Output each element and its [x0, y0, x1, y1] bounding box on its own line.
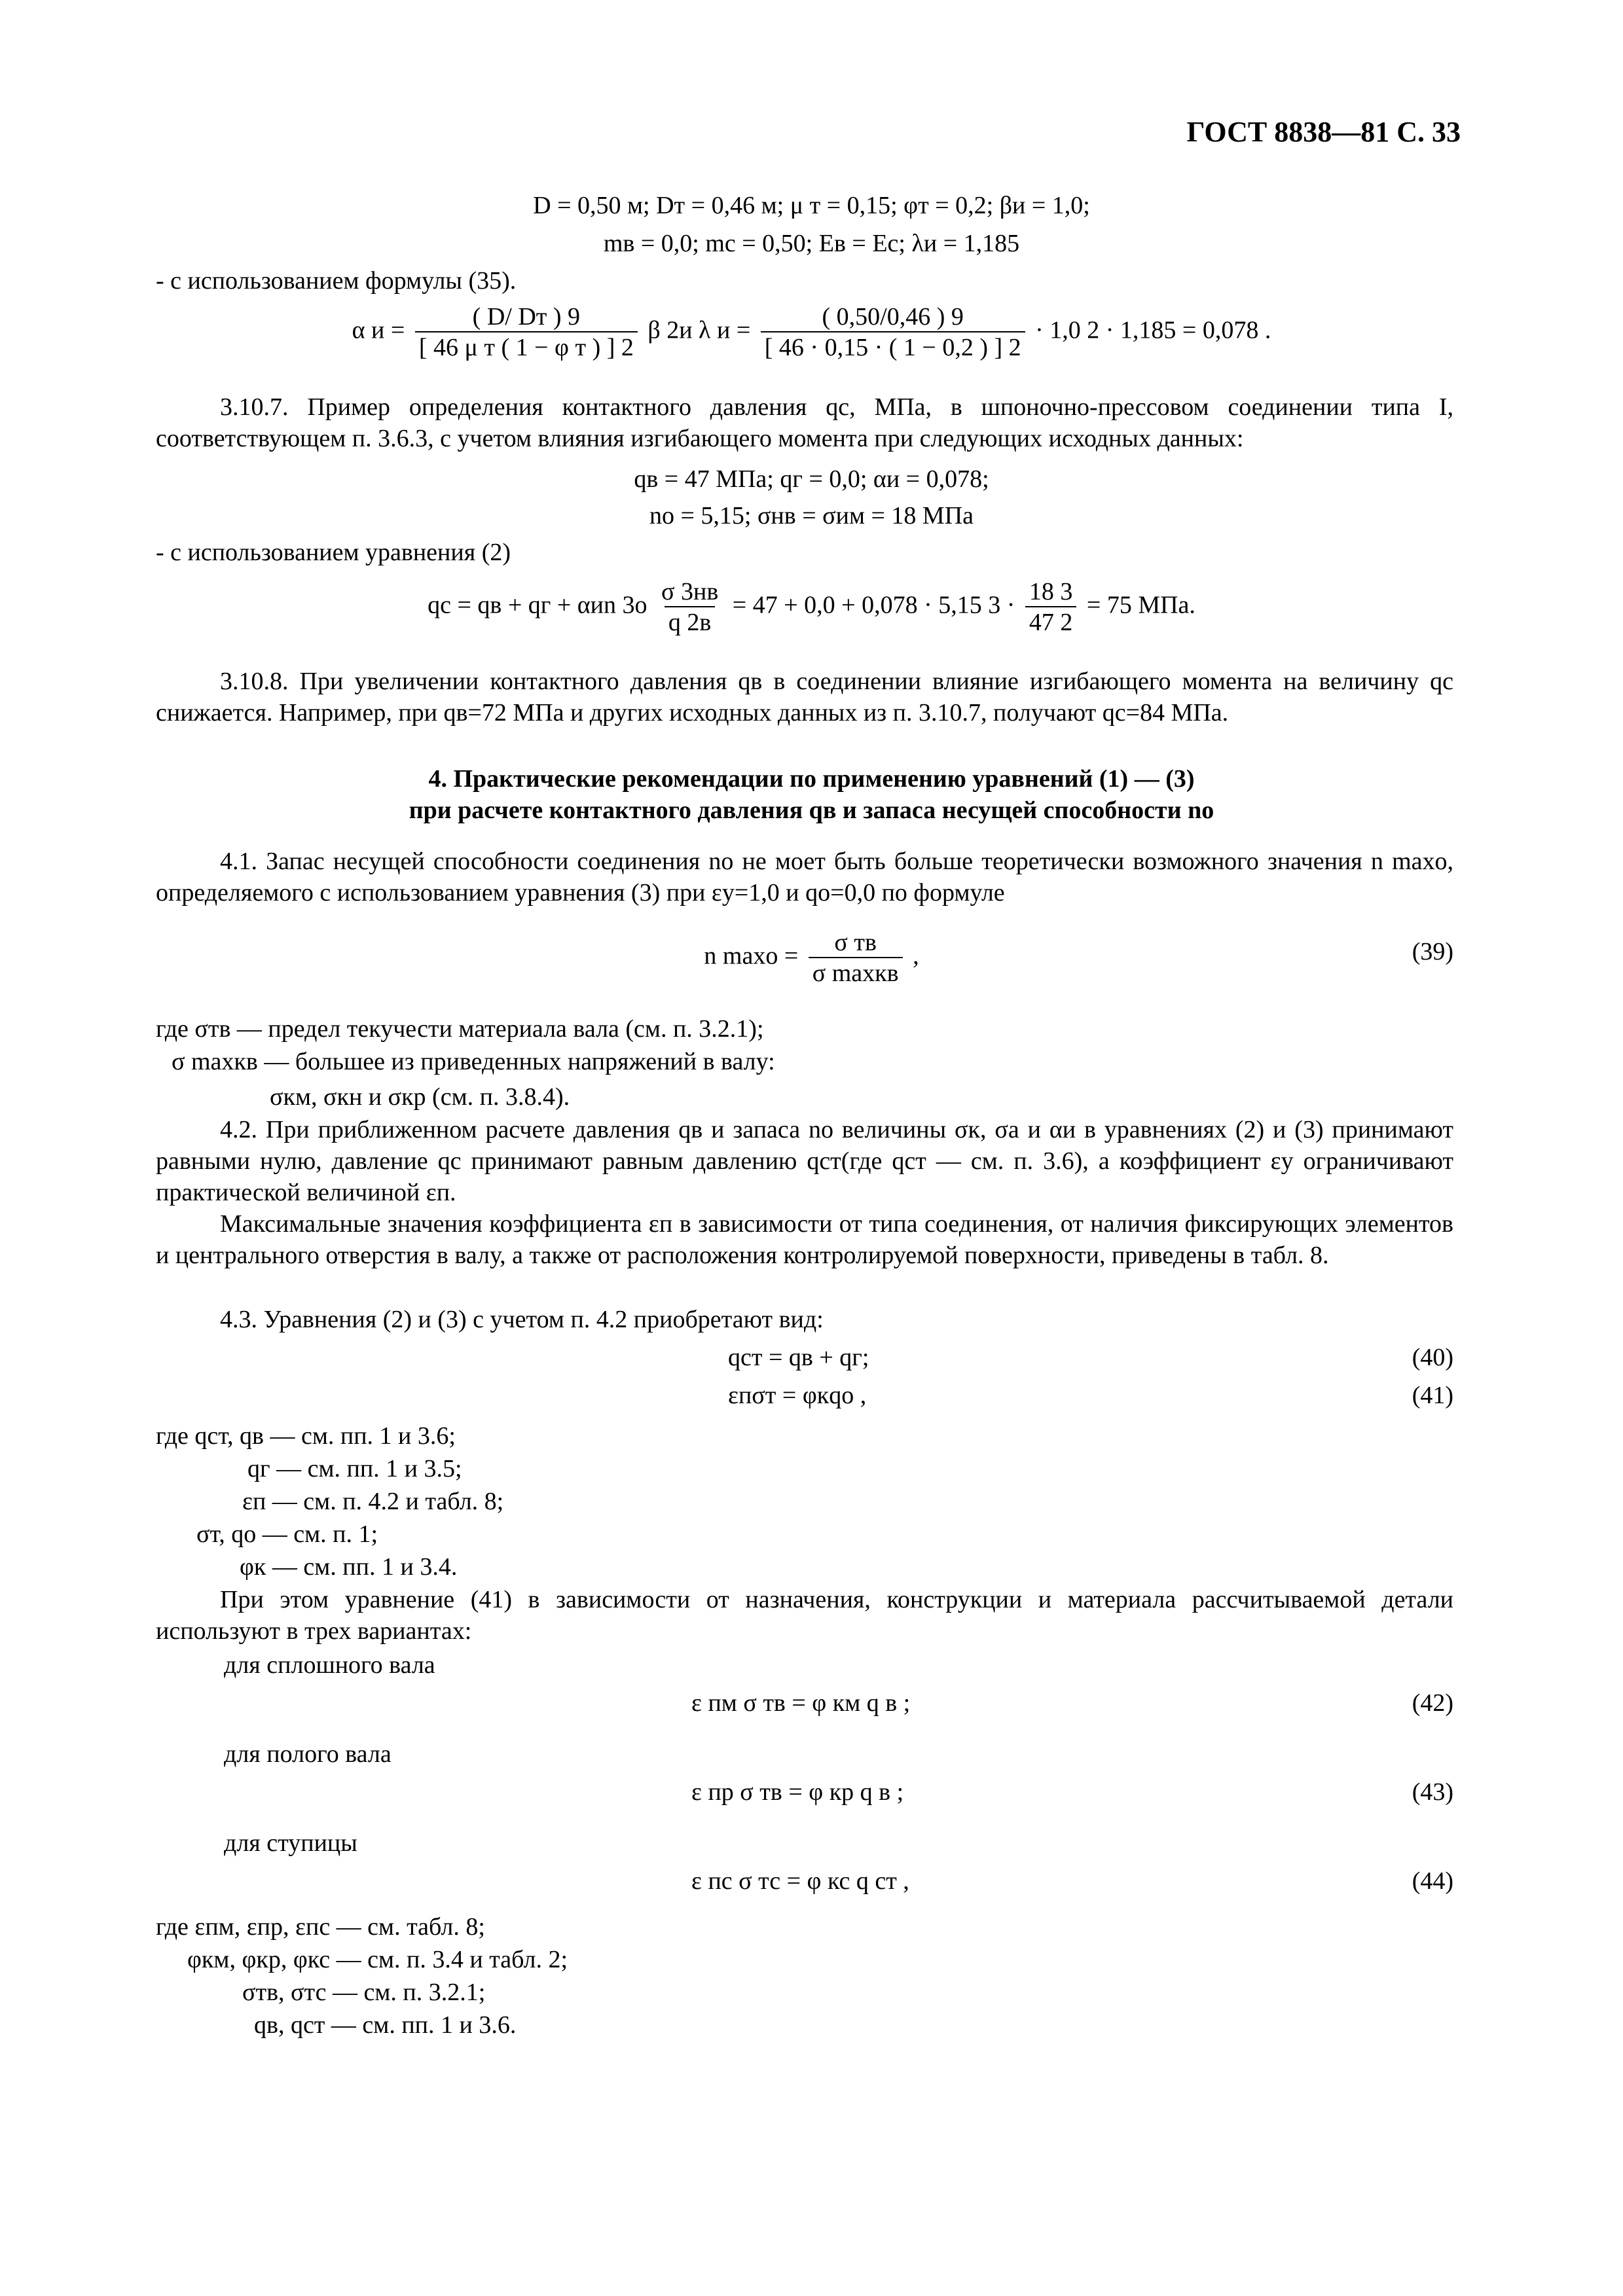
where-line-2: φкм, φкр, φкс — см. п. 3.4 и табл. 2; [187, 1946, 568, 1973]
formula-intro: - с использованием уравнения (2) [156, 539, 511, 566]
formula-tail: = 75 МПа. [1086, 591, 1195, 619]
equation-41: εпσт = φкqо , [728, 1382, 867, 1409]
denominator: [ 46 · 0,15 · ( 1 − 0,2 ) ] 2 [761, 331, 1025, 363]
where-line-3: σтв, σтс — см. п. 3.2.1; [242, 1979, 486, 2006]
paragraph-4-3: 4.3. Уравнения (2) и (3) с учетом п. 4.2 приобретают вид: [220, 1306, 824, 1333]
formula-middle: = 47 + 0,0 + 0,078 · 5,15 3 · [732, 591, 1015, 619]
equation-number: (40) [1412, 1344, 1453, 1371]
input-data-line-1: D = 0,50 м; Dт = 0,46 м; μ т = 0,15; φт = 0,2; βи = 1,0; [533, 192, 1090, 219]
formula-middle: β 2и λ и = [647, 316, 751, 344]
formula-alpha [0, 302, 1623, 363]
where-line-1: где σтв — предел текучести материала вала (см. п. 3.2.1); [156, 1015, 764, 1043]
input-data-line-2: mв = 0,0; mс = 0,50; Eв = Eс; λи = 1,185 [603, 230, 1020, 257]
formula-39 [0, 928, 1623, 988]
paragraph-3-10-7: 3.10.7. Пример определения контактного давления qс, МПа, в шпоночно-прессовом соединении типа I, соответствующем п. 3.6.3, с учетом влияния изгибающего момента при следующих исходных данных: [156, 393, 1453, 452]
where-line-3: σкм, σкн и σкр (см. п. 3.8.4). [270, 1083, 570, 1111]
equation-number: (41) [1412, 1382, 1453, 1409]
numerator: σ тв [834, 929, 877, 956]
denominator: q 2в [665, 606, 715, 637]
formula-tail: , [913, 942, 919, 970]
numerator: σ 3нв [661, 578, 719, 605]
numerator: 18 3 [1029, 578, 1073, 605]
equation-number: (43) [1412, 1778, 1453, 1806]
paragraph-4-2-b: Максимальные значения коэффициента εп в зависимости от типа соединения, от наличия фиксирующих элементов и центрального отверстия в валу, а также от расположения контролируемой поверхности, приведены в табл. 8. [156, 1210, 1453, 1269]
where-line-2: qг — см. пп. 1 и 3.5; [247, 1455, 462, 1482]
input-data-line-1: qв = 47 МПа; qг = 0,0; αи = 0,078; [634, 465, 989, 493]
equation-number: (42) [1412, 1689, 1453, 1717]
equation-43: ε пр σ тв = φ кр q в ; [691, 1778, 904, 1806]
where-line-1: где εпм, εпр, εпс — см. табл. 8; [156, 1913, 485, 1941]
formula-lhs: qс = qв + qг + αиn 3о [428, 591, 647, 619]
variant-label-2: для полого вала [224, 1740, 392, 1768]
variant-label-3: для ступицы [224, 1829, 357, 1857]
paragraph-4-3-b: При этом уравнение (41) в зависимости от назначения, конструкции и материала рассчитываемой детали используют в трех вариантах: [156, 1586, 1453, 1645]
where-line-4: σт, qо — см. п. 1; [196, 1520, 378, 1548]
fraction [657, 577, 722, 637]
equation-42: ε пм σ тв = φ км q в ; [691, 1689, 911, 1717]
paragraph-4-2: 4.2. При приближенном расчете давления qв и запаса nо величины σк, σа и αи в уравнениях (2) и (3) принимают равными нулю, давление qс принимают равным давлению qст(где qст — см. п. 3.6), а коэффициент εу ограничивают практической величиной εп. [156, 1116, 1453, 1206]
denominator: [ 46 μ т ( 1 − φ т ) ] 2 [415, 331, 638, 363]
formula-intro: - с использованием формулы (35). [156, 267, 517, 295]
section-title-line-2: при расчете контактного давления qв и запаса несущей способности nо [409, 797, 1214, 824]
page-header: ГОСТ 8838—81 С. 33 [1186, 116, 1461, 148]
equation-40: qст = qв + qг; [728, 1344, 869, 1371]
numerator: ( 0,50/0,46 ) 9 [822, 303, 964, 331]
formula-lhs: n maxо = [704, 942, 799, 970]
where-line-3: εп — см. п. 4.2 и табл. 8; [242, 1488, 504, 1515]
where-line-5: φк — см. пп. 1 и 3.4. [240, 1553, 458, 1581]
fraction [809, 928, 903, 988]
input-data-line-2: nо = 5,15; σнв = σим = 18 МПа [649, 502, 974, 529]
equation-number: (39) [1412, 938, 1453, 965]
where-line-2: σ maxкв — большее из приведенных напряжений в валу: [172, 1048, 775, 1075]
denominator: 47 2 [1025, 606, 1077, 637]
where-line-1: где qст, qв — см. пп. 1 и 3.6; [156, 1422, 456, 1450]
fraction [1025, 577, 1077, 637]
formula-tail: · 1,0 2 · 1,185 = 0,078 . [1035, 316, 1271, 344]
denominator: σ maxкв [809, 957, 903, 988]
formula-qc [0, 577, 1623, 637]
equation-number: (44) [1412, 1867, 1453, 1895]
fraction [415, 302, 638, 363]
numerator: ( D/ Dт ) 9 [472, 303, 581, 331]
section-title-line-1: 4. Практические рекомендации по применению уравнений (1) — (3) [428, 765, 1195, 793]
where-line-4: qв, qст — см. пп. 1 и 3.6. [254, 2011, 517, 2039]
paragraph-3-10-8: 3.10.8. При увеличении контактного давления qв в соединении влияние изгибающего момента на величину qс снижается. Например, при qв=72 МПа и других исходных данных из п. 3.10.7, получают qс=84 МПа. [156, 668, 1453, 726]
equation-44: ε пс σ тс = φ кс q ст , [691, 1867, 909, 1895]
formula-lhs: α и = [352, 316, 405, 344]
variant-label-1: для сплошного вала [224, 1651, 435, 1679]
fraction [761, 302, 1025, 363]
paragraph-4-1: 4.1. Запас несущей способности соединения nо не моет быть больше теоретически возможного значения n maxо, определяемого с использованием уравнения (3) при εу=1,0 и qо=0,0 по формуле [156, 848, 1453, 906]
